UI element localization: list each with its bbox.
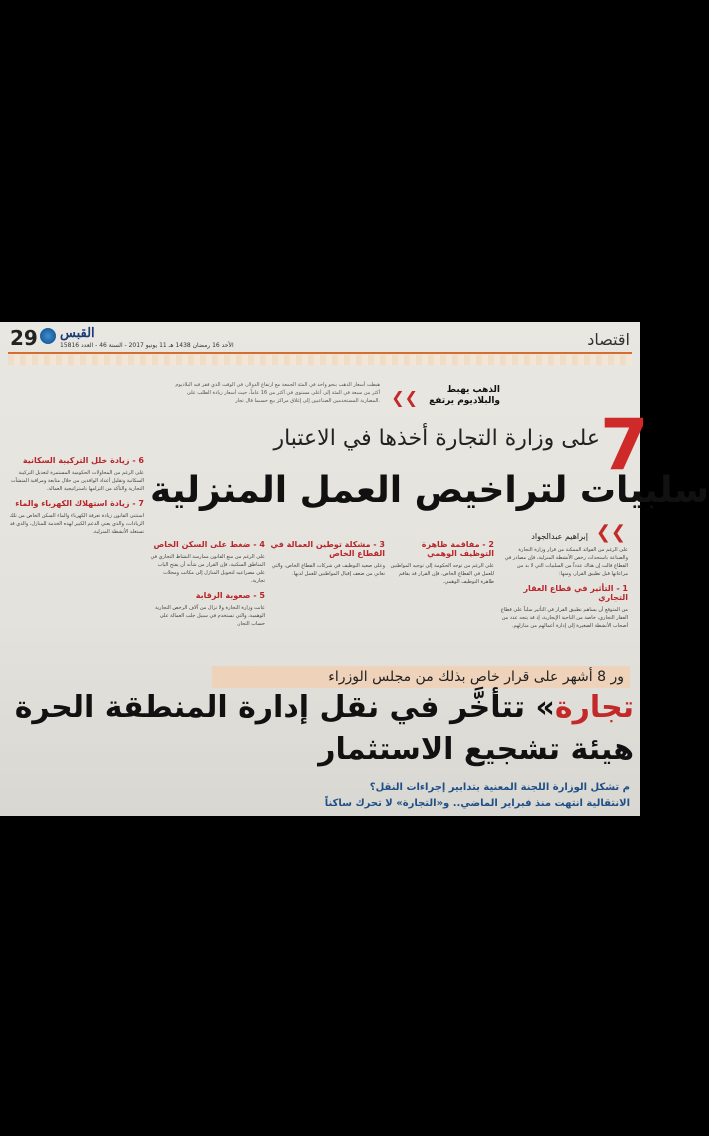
section-text: من المتوقع أن يساهم تطبيق القرار في التأثير سلباً على قطاع العقار التجاري، خاصة من الناحية الإيجارية، إذ قد يتجه عدد من أصحاب الأنشطة الصغيرة إلى إدارة أعمالهم من منازلهم. (500, 607, 628, 629)
second-headline-rest: » تتأخَّر في نقل إدارة المنطقة الحرة (14, 690, 555, 725)
double-chevron-icon: ❮❮ (595, 522, 626, 543)
masthead-rule (8, 352, 632, 354)
article-column-2 (390, 536, 494, 660)
article-column-4 (150, 536, 265, 660)
section-text: عانت وزارة التجارة ولا تزال من آلاف الرخص التجارية الوهمية، والتي تستخدم في سبيل جلب العمالة على حساب التجار. (155, 605, 265, 627)
masthead (0, 322, 640, 352)
gold-brief-headline: الذهب يهبط والبلاديوم يرتفع (429, 385, 500, 406)
section-text: على الرغم من منع القانون ممارسة النشاط التجاري في المناطق السكنية، فإن القرار من شأنه أن يفتح الباب على مصراعيه لتحويل المنازل إلى مكاتب ومحلات تجارية. (150, 554, 265, 584)
article-column-5 (8, 452, 144, 838)
gold-brief (12, 365, 500, 405)
main-headline: سلبيات لتراخيص العمل المنزلية (150, 470, 709, 511)
newspaper-logo-icon (40, 328, 56, 344)
section-text: على الرغم من توجه الحكومة إلى توجيه المواطنين للعمل في القطاع الخاص، فإن القرار قد يفاقم ظاهرة التوظيف الوهمي. (390, 563, 494, 585)
section-text: استثنى القانون زيادة تعرفة الكهرباء والماء السكن الخاص من تلك الزيادات، والذي يعني الدعم الكبير لهذه الخدمة للمنازل، والذي قد تستغله الأنشطة المنزلية. (9, 513, 144, 535)
second-headline-line2: هيئة تشجيع الاستثمار (318, 732, 634, 767)
section-heading: 7 - زيادة استهلاك الكهرباء والماء (15, 499, 144, 508)
article-column-1 (500, 546, 628, 676)
section-heading: 5 - صعوبة الرقابة (195, 591, 265, 600)
dateline: الأحد 16 رمضان 1438 هـ 11 يونيو 2017 - السنة 46 - العدد 15816 (60, 342, 234, 349)
newspaper-photo (0, 322, 709, 816)
section-text: على الرغم من المحاولات الحكومية المستمرة لتعديل التركيبة السكانية وتقليل أعداد الوافدين من خلال متابعة ومراقبة المنشآت التجارية والتأكد من التزامها باستراتيجية العمالة. (10, 470, 144, 492)
masthead-pattern-strip (8, 355, 632, 365)
headline-kicker: على وزارة التجارة أخذها في الاعتبار (273, 426, 600, 451)
second-headline (14, 690, 634, 725)
second-story-band: ور 8 أشهر على قرار خاص بذلك من مجلس الوزراء (212, 666, 630, 688)
section-text: وعلى صعيد التوظيف في شركات القطاع الخاص، والتي تعاني من ضعف إقبال المواطنين للعمل لديها. (271, 563, 385, 577)
section-heading: 3 - مشكلة توطين العمالة في القطاع الخاص (270, 540, 385, 558)
section-name: اقتصاد (587, 330, 630, 349)
section-heading: 1 - التأثير في قطاع العقار التجاري (523, 584, 628, 602)
gold-brief-body: هبطت أسعار الذهب بنحو واحد في المئة الجمعة مع ارتفاع الدولار، في الوقت الذي قفز فيه البلاديوم أكثر من سبعة في المئة إلى أعلى مستوى في أكثر من 16 عاماً، حيث أسعار زيادة الطلب على المضاربة المستخدمين الصناعيين إلى إغلاق مراكز بيع حسبما قال تجار. (175, 382, 380, 404)
second-headline-red: تجارة (554, 690, 634, 725)
headline-number: 7 (600, 404, 649, 486)
section-heading: 4 - ضغط على السكن الخاص (153, 540, 265, 549)
double-chevron-icon: ❮❮ (391, 388, 418, 407)
newspaper-name: القبس (60, 326, 95, 341)
section-heading: 2 - مفاقمة ظاهرة التوظيف الوهمي (421, 540, 494, 558)
page-number: 29 (10, 326, 38, 350)
article-intro: على الرغم من الفوائد الممكنة من قرار وزارة التجارة والصناعة باستحداث رخص الأنشطة المنزلية، فإن مصادر في القطاع قالت إن هناك عدداً من السلبيات التي لا بد من مراعاتها قبل تطبيق القرار، ومنها: (504, 547, 628, 577)
article-column-3 (270, 536, 385, 660)
byline: إبراهيم عبدالجواد (531, 532, 588, 541)
second-story-teaser: م تشكل الوزارة اللجنة المعنية بتدابير إجراءات النقل؟ (369, 782, 630, 793)
section-heading: 6 - زيادة خلل التركيبة السكانية (22, 456, 144, 465)
second-story-teaser-2: الانتقالية انتهت منذ فبراير الماضي.. و«التجارة» لا تحرك ساكناً (324, 798, 630, 809)
